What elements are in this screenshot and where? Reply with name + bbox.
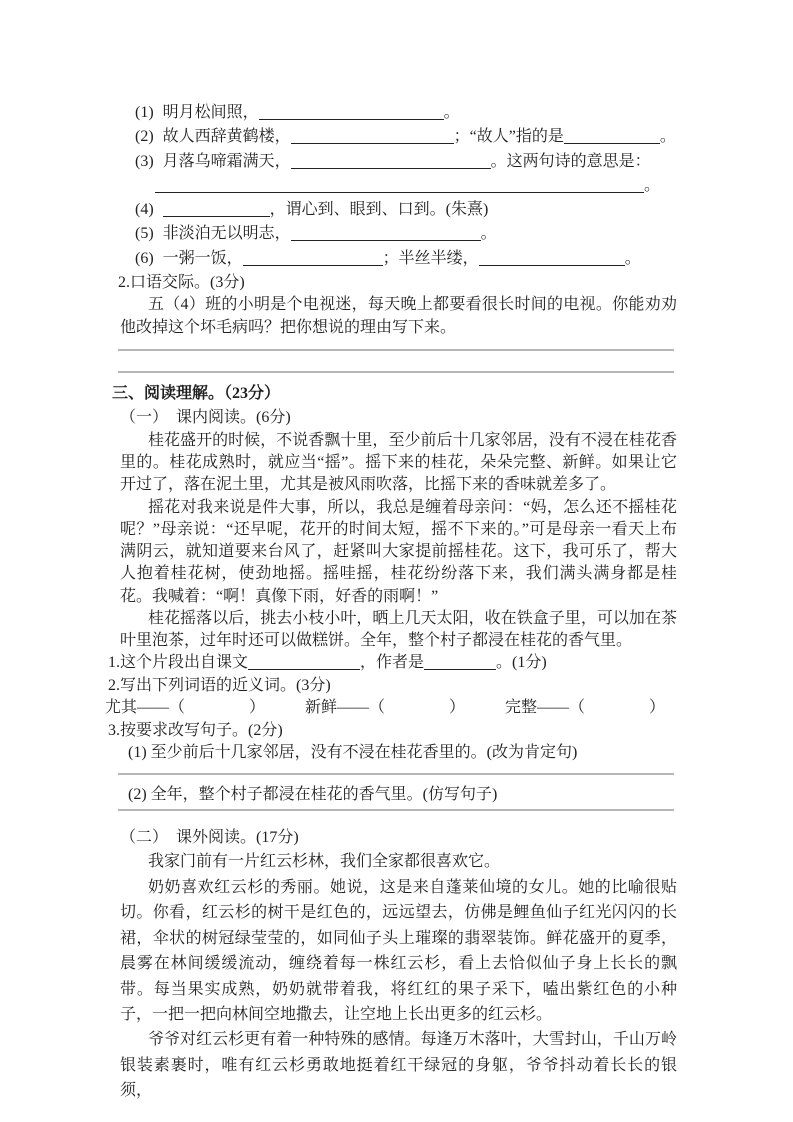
item-number: (2): [135, 128, 154, 146]
question-text: 1.这个片段出自课文: [108, 654, 249, 672]
item-number: (3): [135, 152, 154, 170]
item-text: 。: [624, 249, 641, 267]
answer-blank: [479, 251, 625, 266]
item-text: 非淡泊无以明志，: [162, 225, 291, 243]
answer-blank: [424, 655, 496, 670]
poetry-item-3: [135, 150, 793, 174]
part1-question-1: [108, 652, 793, 675]
poetry-item-2: [135, 125, 793, 149]
part1-heading: （一） 课内阅读。(6分): [120, 409, 291, 427]
answer-line: [118, 809, 674, 811]
reading-section-heading: 三、阅读理解。（23分）: [112, 385, 281, 403]
item-text: 。: [443, 104, 460, 121]
item-text: 。: [480, 225, 497, 243]
rewrite-item-2: (2) 全年，整个村子都浸在桂花的香气里。(仿写句子): [128, 786, 498, 804]
oral-prompt: 五（4）班的小明是个电视迷，每天晚上都要看很长时间的电视。你能劝劝他改掉这个坏毛病吗？把你想说的理由写下来。: [120, 296, 677, 336]
answer-blank: [248, 655, 360, 670]
item-number: (6): [135, 249, 154, 267]
answer-blank: [155, 178, 644, 193]
passage-paragraph: 摇花对我来说是件大事，所以，我总是缠着母亲问：“妈，怎么还不摇桂花呢？”母亲说：“还早呢，花开的时间太短，摇不下来的。”可是母亲一看天上布满阴云，就知道要来台风了，赶紧叫大家提前摇桂花。这下，我可乐了，帮大人抱着桂花树，使劲地摇。摇哇摇，桂花纷纷落下来，我们满头满身都是桂花。我喊着：“啊！真像下雨，好香的雨啊！”: [120, 498, 677, 605]
synonyms-line: 尤其——（ ） 新鲜——（ ） 完整——（ ）: [105, 699, 666, 717]
item-text: ，谓心到、眼到、口到。(朱熹): [269, 201, 489, 219]
poetry-item-1: [135, 101, 793, 125]
item-text: ；半丝半缕，: [382, 249, 479, 267]
poetry-item-6: [135, 247, 793, 271]
part1-passage: [0, 430, 793, 652]
part2-passage: [0, 849, 793, 1103]
item-text: ；“故人”指的是: [453, 128, 564, 146]
answer-blank: [564, 129, 660, 144]
item-number: (5): [135, 225, 154, 243]
reading-comprehension-section: [0, 382, 793, 1103]
answer-blank: [291, 129, 454, 144]
item-text: 一粥一饭，: [162, 249, 243, 267]
item-text: 。: [659, 128, 676, 146]
rewrite-item-1: (1) 至少前后十几家邻居，没有不浸在桂花香里的。(改为肯定句): [128, 744, 578, 762]
answer-blank: [259, 105, 444, 120]
passage-paragraph: 桂花摇落以后，挑去小枝小叶，晒上几天太阳，收在铁盒子里，可以加在茶叶里泡茶，过年时还可以做糕饼。全年，整个村子都浸在桂花的香气里。: [120, 609, 677, 649]
passage-paragraph: 爷爷对红云杉更有着一种特殊的感情。每逢万木落叶，大雪封山，千山万岭银装素裹时，唯有红云杉勇敢地挺着红干绿冠的身躯，爷爷抖动着长长的银须，: [120, 1031, 677, 1100]
oral-communication-section: [0, 271, 793, 373]
passage-paragraph: 奶奶喜欢红云杉的秀丽。她说，这是来自蓬莱仙境的女儿。她的比喻很贴切。你看，红云杉的树干是红色的，远远望去，仿佛是鲤鱼仙子红光闪闪的长裙，伞状的树冠绿莹莹的，如同仙子头上璀璨的翡翠装饰。鲜花盛开的夏季，晨雾在林间缓缓流动，缠绕着每一株红云杉，看上去恰似仙子身上长长的飘带。每当果实成熟，奶奶就带着我，将红红的果子采下，嗑出紫红色的小种子，一把一把向林间空地撒去，让空地上长出更多的红云杉。: [120, 878, 677, 1023]
item-text: 故人西辞黄鹤楼，: [162, 128, 291, 146]
part1-question-3-heading: 3.按要求改写句子。(2分): [108, 721, 283, 739]
oral-heading: 2.口语交际。(3分): [118, 274, 245, 292]
item-text: 月落乌啼霜满天，: [162, 152, 291, 170]
item-text: 。这两句诗的意思是：: [490, 152, 651, 170]
answer-line: [118, 349, 674, 351]
part2-heading: （二） 课外阅读。(17分): [120, 829, 299, 847]
passage-paragraph: 我家门前有一片红云杉林，我们全家都很喜欢它。: [148, 853, 501, 871]
item-number: (4): [135, 201, 154, 219]
item-number: (1): [135, 104, 154, 121]
answer-blank: [291, 226, 481, 241]
item-text: 明月松间照，: [162, 104, 259, 121]
passage-paragraph: 桂花盛开的时候，不说香飘十里，至少前后十几家邻居，没有不浸在桂花香里的。桂花成熟时，就应当“摇”。摇下来的桂花，朵朵完整、新鲜。如果让它开过了，落在泥土里，尤其是被风雨吹落，比摇下来的香味就差多了。: [120, 432, 677, 494]
poetry-item-3-answer-row: [155, 174, 793, 198]
poetry-fill-section: [135, 101, 793, 271]
answer-line: [118, 773, 674, 775]
poetry-item-5: [135, 222, 793, 246]
answer-line: [118, 371, 674, 373]
answer-blank: [243, 251, 383, 266]
answer-blank: [291, 154, 491, 169]
item-text: 。: [644, 176, 661, 194]
question-text: ，作者是: [360, 654, 425, 672]
part1-question-2-heading: 2.写出下列词语的近义词。(3分): [108, 676, 331, 694]
poetry-item-4: [135, 198, 793, 222]
answer-blank: [163, 202, 270, 217]
question-text: 。(1分): [496, 654, 547, 672]
